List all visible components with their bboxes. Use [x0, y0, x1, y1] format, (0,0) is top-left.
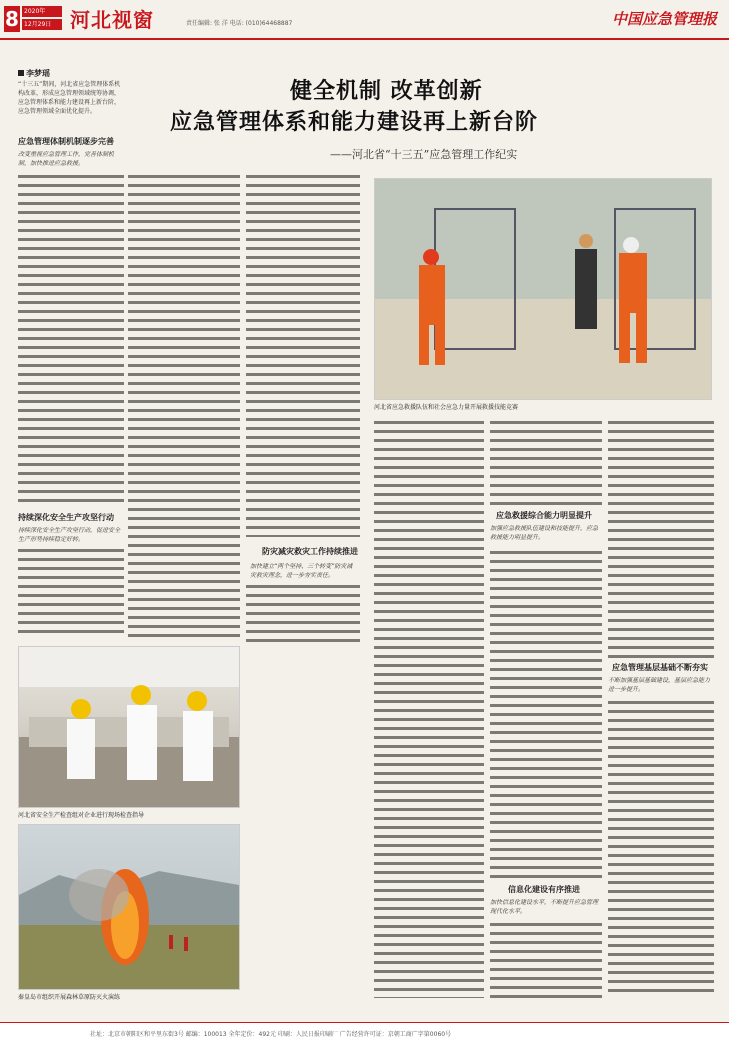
editor-credits: 责任编辑: 张 洋 电话: (010)64468887	[186, 20, 293, 27]
text-column	[18, 546, 124, 636]
text-column	[246, 582, 360, 642]
subhead-disaster-prevention: 防灾减灾救灾工作持续推进	[262, 547, 358, 556]
kicker-grassroots: 不断加强基层基础建设，基层应急能力进一步提升。	[608, 677, 711, 693]
inspection-photo-caption: 河北省安全生产检查组对企业进行现场检查指导	[18, 812, 145, 819]
text-column	[128, 172, 240, 642]
text-column	[18, 172, 124, 502]
section-title: 河北视窗	[70, 8, 154, 32]
competition-photo-caption: 河北省应急救援队伍和社会应急力量开展救援技能竞赛	[374, 404, 519, 411]
fire-drill-photo	[18, 824, 240, 990]
subhead-grassroots: 应急管理基层基础不断夯实	[612, 663, 708, 672]
subhead-informatization: 信息化建设有序推进	[508, 885, 580, 894]
issue-year: 2020年	[22, 6, 62, 17]
author-byline: 李梦瑶	[18, 68, 50, 79]
fire-drill-photo-caption: 秦皇岛市组织开展森林草原防灭火演练	[18, 994, 121, 1001]
issue-day: 12月29日	[22, 19, 62, 30]
subhead-safety-production: 持续深化安全生产攻坚行动	[18, 513, 114, 522]
text-column	[490, 548, 602, 878]
newspaper-masthead: 中国应急管理报	[612, 10, 718, 28]
kicker-institutions: 改变重视应急管理工作，完善体制机制，加快推进应急救援。	[18, 151, 115, 167]
subhead-rescue-capacity: 应急救援综合能力明显提升	[496, 511, 592, 520]
issue-date	[22, 6, 62, 32]
text-column	[490, 920, 602, 998]
kicker-informatization: 加快信息化建设水平，不断提升应急管理现代化水平。	[490, 899, 599, 915]
text-column	[608, 698, 714, 998]
header-rule	[0, 38, 729, 40]
footer-text: 社址：北京市朝阳区和平里东街3号 邮编：100013 全年定价：492元 印刷：人民日报印刷厂 广告经营许可证：京朝工商广字第0060号	[90, 1031, 452, 1038]
inspection-photo-illustration	[19, 647, 239, 807]
competition-photo	[374, 178, 712, 400]
headline-line2: 应急管理体系和能力建设再上新台阶	[170, 109, 539, 135]
page-number: 8	[5, 7, 19, 31]
subhead-institutions: 应急管理体制机制逐步完善	[18, 137, 114, 146]
article-lead: “十三五”期间，河北省应急管理体系机构改革，形成应急管理领域统筹协调，应急管理体系和能力建设再上新台阶，应急管理领域全面优化提升。	[18, 81, 121, 115]
page-footer	[0, 1022, 729, 1044]
kicker-rescue-capacity: 加强应急救援队伍建设和技能提升，应急救援能力明显提升。	[490, 525, 599, 541]
inspection-photo	[18, 646, 240, 808]
text-column	[246, 172, 360, 537]
competition-photo-illustration	[375, 179, 711, 399]
page-header	[0, 0, 729, 40]
text-column	[490, 418, 602, 506]
kicker-disaster-prevention: 加快建立“两个坚持、三个转变”防灾减灾救灾理念，进一步夯实责任。	[250, 563, 353, 579]
fire-drill-photo-illustration	[19, 825, 239, 989]
text-column	[608, 418, 714, 658]
kicker-safety-production: 持续深化安全生产攻坚行动，促进安全生产形势持续稳定好转。	[18, 527, 121, 543]
text-column	[374, 418, 484, 998]
headline-line1: 健全机制 改革创新	[290, 78, 483, 104]
headline-dek: ——河北省“十三五”应急管理工作纪实	[330, 148, 518, 161]
